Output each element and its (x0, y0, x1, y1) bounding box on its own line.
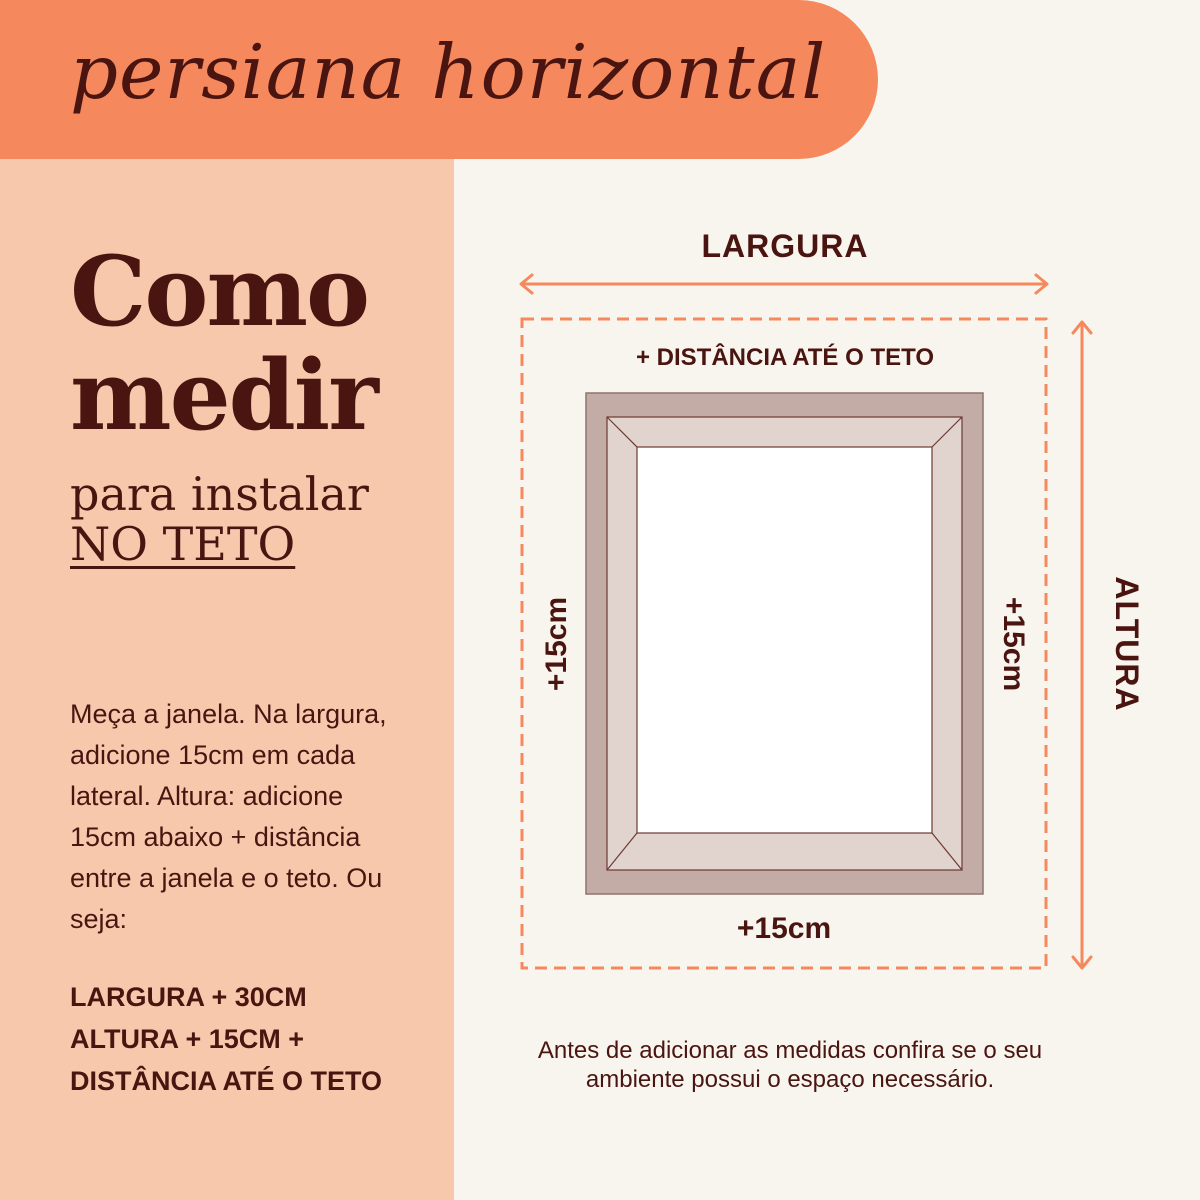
heading-line-1: Como (70, 235, 369, 348)
ceiling-distance-label: + DISTÂNCIA ATÉ O TETO (635, 344, 935, 371)
left-margin-label: +15cm (540, 596, 573, 692)
window-glass (637, 447, 932, 833)
formula-line-1: LARGURA + 30CM (70, 982, 307, 1012)
right-margin-label: +15cm (997, 596, 1030, 692)
subheading: para instalar (70, 467, 369, 521)
height-label: ALTURA (1109, 576, 1145, 712)
formula-line-2: ALTURA + 15CM + (70, 1024, 305, 1054)
width-label: LARGURA (701, 228, 869, 264)
subheading-emphasis: NO TETO (70, 517, 296, 571)
heading-line-2: medir (70, 339, 377, 452)
page-title: persiana horizontal (70, 28, 827, 116)
bottom-margin-label: +15cm (736, 912, 832, 945)
instructions-text: Meça a janela. Na largura, adicione 15cm em cada lateral. Altura: adicione 15cm abaixo + distância entre a janela e o teto. Ou seja: (70, 699, 387, 934)
space-note: Antes de adicionar as medidas confira se o seu ambiente possui o espaço necessário. (537, 1037, 1043, 1093)
width-arrow (521, 275, 1047, 293)
formula-line-3: DISTÂNCIA ATÉ O TETO (70, 1066, 383, 1096)
window-frame (586, 393, 983, 894)
height-arrow (1073, 322, 1091, 968)
